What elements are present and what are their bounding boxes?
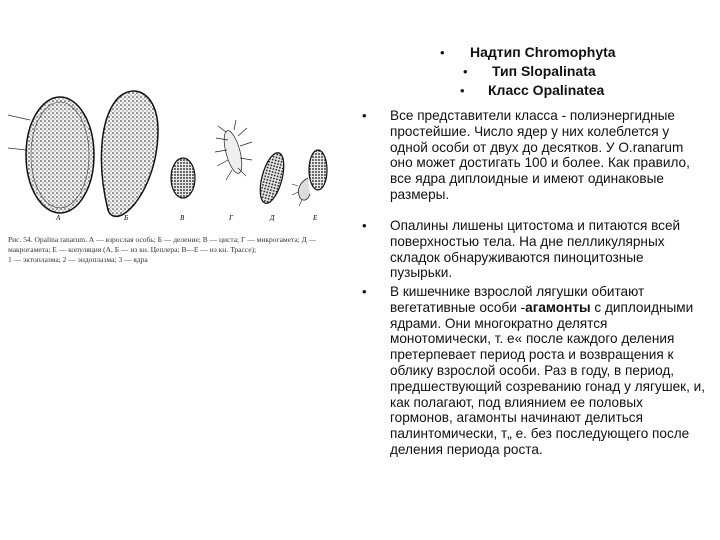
organism-dividing [101,91,158,216]
letter-c: В [180,214,185,222]
bullet-dot-3: • [362,284,367,299]
heading-type: Тип Slopalinata [492,63,596,79]
letter-a: А [56,214,61,222]
organism-adult [26,97,94,213]
bullet-text-3-lead: В кишечнике взрослой лягушки обитают вегетативные особи - [390,284,645,315]
figure-caption: Рис. 54. Opalina ranarum. А — взрослая особь; Б — деление; В — циста; Г — микрогамета; Д — макрогамета; Е — копуляция (А, Б — из кн. Цеплера; В—Е — из кн. Трассе); 1 — эктоплазма; 2 — эндоплазма; 3 — ядра [8,235,317,264]
bullet-text-1: Все представители класса - полиэнергидные простейшие. Число ядер у них колеблется у одной особи от двух до десятков. У O.ranarum оно может достигать 100 и более. Как правило, все ядра диплоидные и имеют одинаковые размеры. [390,108,690,202]
heading-class: Класс Opalinatea [488,82,605,98]
bullet-text-3-rest: с диплоидными ядрами. Они многократно делятся монотомически, т. е« после каждого деления претерпевает период роста и возвращения к облику взрослой особи. Раз в году, в период, предшествующий созреванию гонад у лягушек, и, как полагают, под влиянием ее половых гормонов, агамонты начинают делиться палинтомически, т„ е. без последующего после деления периода роста. [390,299,706,457]
heading-bullet-3: • [460,83,465,98]
heading-bullet-1: • [440,45,445,60]
label-line-2 [8,148,26,150]
organism-cyst [171,158,195,198]
letter-e: Д [270,214,275,222]
heading-bullet-2: • [463,64,468,79]
label-line-1 [8,115,30,120]
bullet-text-2: Опалины лишены цитостома и питаются всей поверхностью тела. На дне пелликулярных складок обнаруживаются пиноцитозные пузырьки. [390,218,681,281]
opalina-life-cycle-illustration [0,60,345,230]
opalina-figure [0,60,345,280]
heading-supertype: Надтип Chromophyta [470,44,616,60]
organism-microgamete [215,120,252,180]
bullet-text-3 [390,284,708,458]
term-agamonty: агамонты [525,299,591,315]
letter-f: Е [313,214,318,222]
letter-d: Г [229,214,233,222]
organism-macrogamete [256,150,289,205]
letter-b: Б [124,214,129,222]
organism-copulation [292,150,327,206]
bullet-dot-2: • [362,218,367,233]
bullet-dot-1: • [362,108,367,123]
